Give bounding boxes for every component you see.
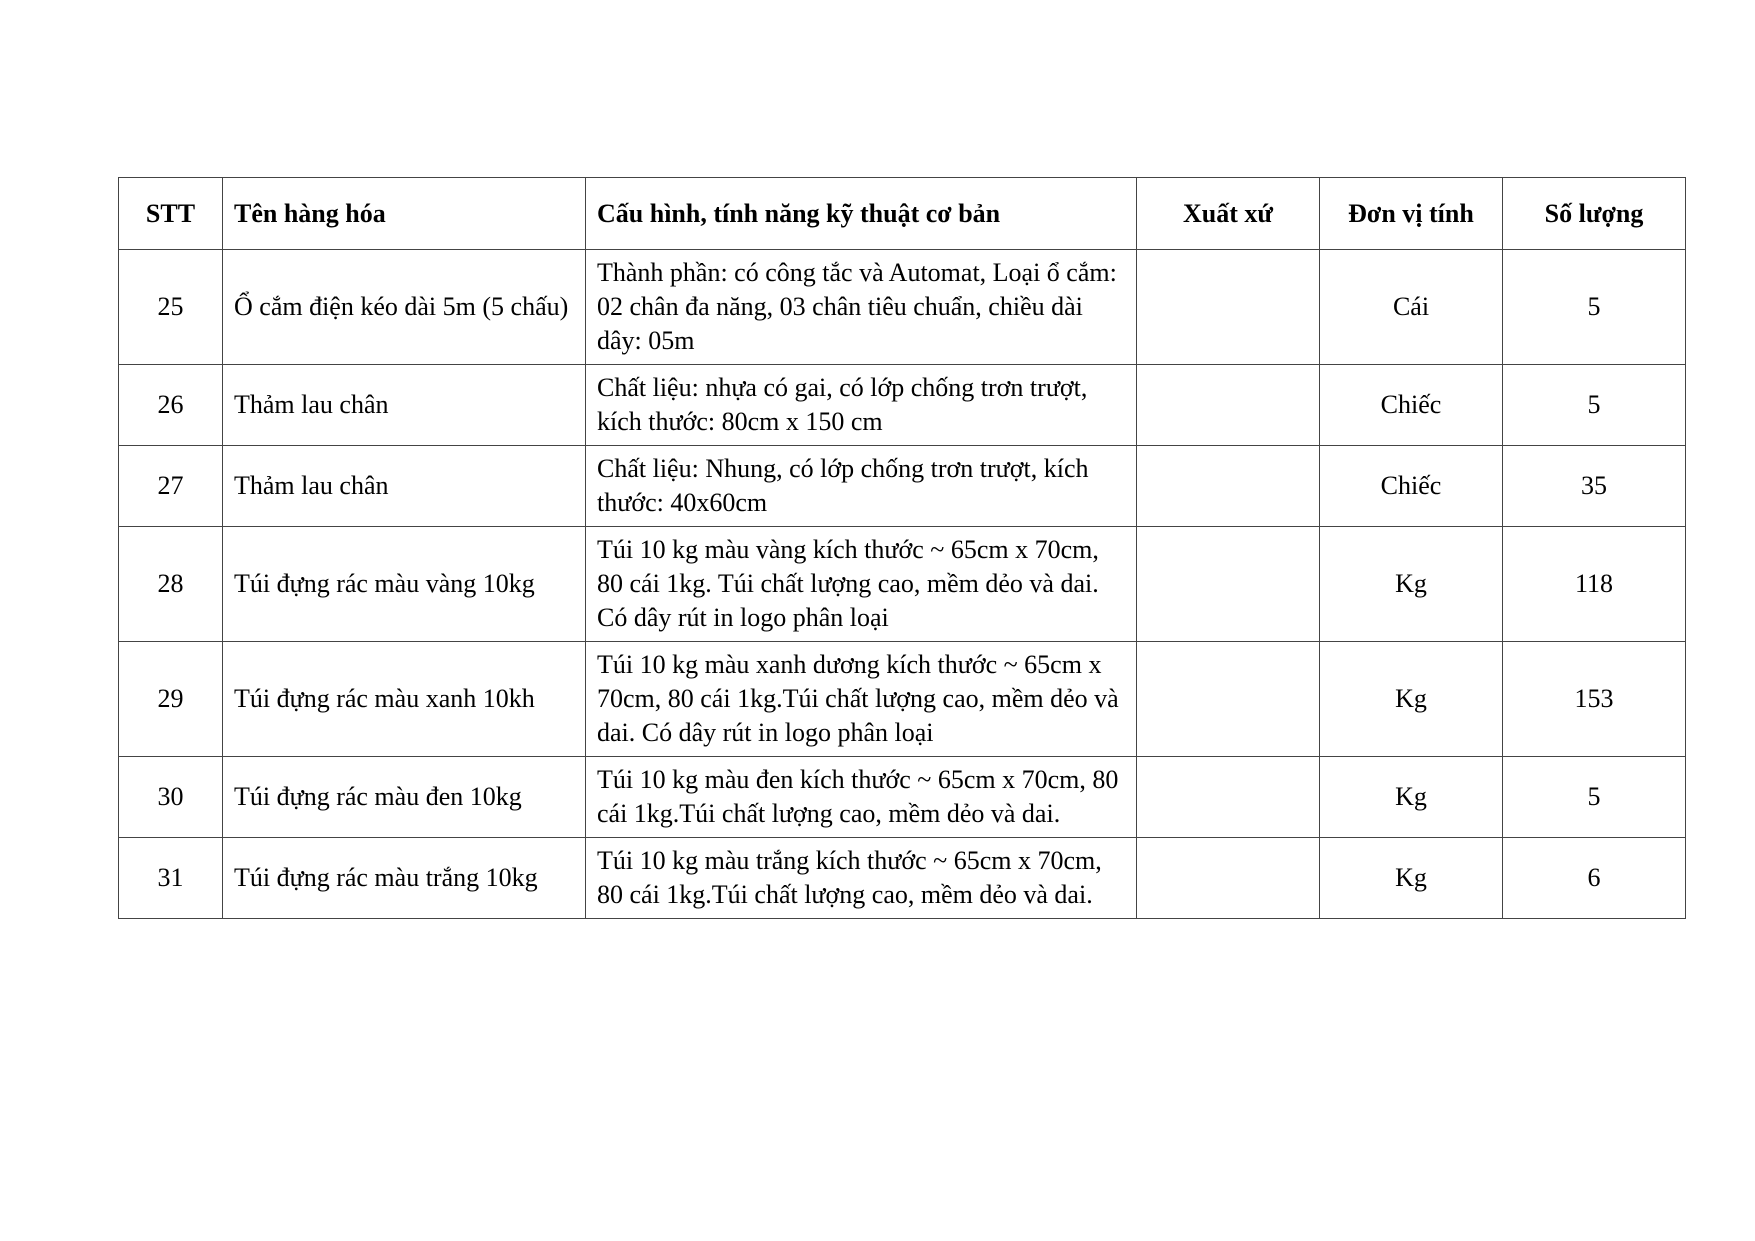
cell-qty: 6 xyxy=(1503,838,1686,919)
cell-spec: Túi 10 kg màu xanh dương kích thước ~ 65cm x 70cm, 80 cái 1kg.Túi chất lượng cao, mềm dẻo và dai. Có dây rút in logo phân loại xyxy=(586,642,1137,757)
cell-stt: 27 xyxy=(119,446,223,527)
table-body xyxy=(119,250,1686,919)
cell-origin xyxy=(1137,757,1320,838)
cell-qty: 153 xyxy=(1503,642,1686,757)
header-name: Tên hàng hóa xyxy=(223,178,586,250)
cell-spec: Túi 10 kg màu đen kích thước ~ 65cm x 70cm, 80 cái 1kg.Túi chất lượng cao, mềm dẻo và dai. xyxy=(586,757,1137,838)
header-unit: Đơn vị tính xyxy=(1320,178,1503,250)
table-row xyxy=(119,250,1686,365)
cell-unit: Kg xyxy=(1320,642,1503,757)
cell-qty: 35 xyxy=(1503,446,1686,527)
cell-qty: 5 xyxy=(1503,757,1686,838)
table-row xyxy=(119,642,1686,757)
goods-table xyxy=(118,177,1686,919)
table-row xyxy=(119,527,1686,642)
cell-qty: 5 xyxy=(1503,365,1686,446)
cell-origin xyxy=(1137,838,1320,919)
cell-name: Thảm lau chân xyxy=(223,446,586,527)
cell-stt: 31 xyxy=(119,838,223,919)
cell-unit: Chiếc xyxy=(1320,446,1503,527)
cell-spec: Chất liệu: Nhung, có lớp chống trơn trượt, kích thước: 40x60cm xyxy=(586,446,1137,527)
cell-unit: Chiếc xyxy=(1320,365,1503,446)
cell-qty: 118 xyxy=(1503,527,1686,642)
table-row xyxy=(119,757,1686,838)
cell-stt: 30 xyxy=(119,757,223,838)
table-row xyxy=(119,446,1686,527)
header-row xyxy=(119,178,1686,250)
cell-stt: 26 xyxy=(119,365,223,446)
cell-origin xyxy=(1137,446,1320,527)
cell-unit: Kg xyxy=(1320,527,1503,642)
table-row xyxy=(119,365,1686,446)
header-spec: Cấu hình, tính năng kỹ thuật cơ bản xyxy=(586,178,1137,250)
cell-stt: 29 xyxy=(119,642,223,757)
header-qty: Số lượng xyxy=(1503,178,1686,250)
cell-unit: Kg xyxy=(1320,757,1503,838)
cell-name: Túi đựng rác màu đen 10kg xyxy=(223,757,586,838)
cell-unit: Kg xyxy=(1320,838,1503,919)
cell-name: Ổ cắm điện kéo dài 5m (5 chấu) xyxy=(223,250,586,365)
table-row xyxy=(119,838,1686,919)
cell-stt: 25 xyxy=(119,250,223,365)
header-stt: STT xyxy=(119,178,223,250)
cell-name: Túi đựng rác màu xanh 10kh xyxy=(223,642,586,757)
cell-origin xyxy=(1137,250,1320,365)
cell-stt: 28 xyxy=(119,527,223,642)
cell-unit: Cái xyxy=(1320,250,1503,365)
cell-spec: Túi 10 kg màu trắng kích thước ~ 65cm x 70cm, 80 cái 1kg.Túi chất lượng cao, mềm dẻo và dai. xyxy=(586,838,1137,919)
cell-spec: Túi 10 kg màu vàng kích thước ~ 65cm x 70cm, 80 cái 1kg. Túi chất lượng cao, mềm dẻo và dai. Có dây rút in logo phân loại xyxy=(586,527,1137,642)
table-header xyxy=(119,178,1686,250)
cell-origin xyxy=(1137,642,1320,757)
cell-spec: Chất liệu: nhựa có gai, có lớp chống trơn trượt, kích thước: 80cm x 150 cm xyxy=(586,365,1137,446)
cell-name: Túi đựng rác màu trắng 10kg xyxy=(223,838,586,919)
cell-origin xyxy=(1137,365,1320,446)
cell-spec: Thành phần: có công tắc và Automat, Loại ổ cắm: 02 chân đa năng, 03 chân tiêu chuẩn, chiều dài dây: 05m xyxy=(586,250,1137,365)
cell-qty: 5 xyxy=(1503,250,1686,365)
cell-origin xyxy=(1137,527,1320,642)
header-origin: Xuất xứ xyxy=(1137,178,1320,250)
cell-name: Thảm lau chân xyxy=(223,365,586,446)
cell-name: Túi đựng rác màu vàng 10kg xyxy=(223,527,586,642)
